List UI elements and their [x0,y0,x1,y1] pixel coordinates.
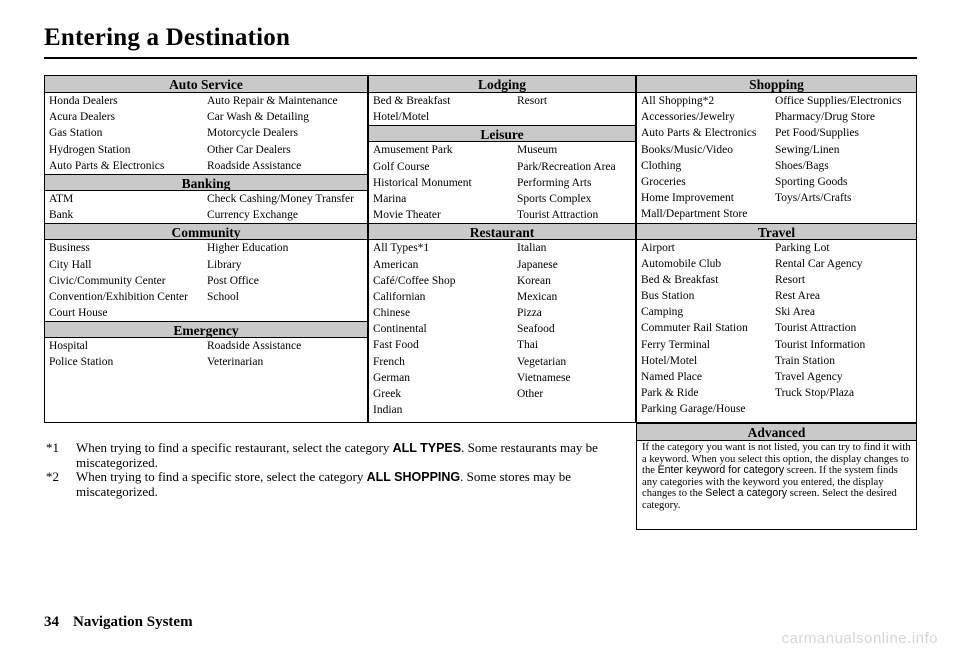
category-item: American [373,258,419,271]
category-row [45,240,367,256]
category-item: Parking Garage/House [641,403,746,416]
category-item: Rest Area [775,290,821,303]
category-row [637,369,916,385]
category-row [637,206,916,222]
category-item: Civic/Community Center [49,274,166,287]
category-item: Veterinarian [207,356,264,369]
page-footer [44,614,193,631]
category-row [637,304,916,320]
category-item: Roadside Assistance [207,340,302,353]
category-item: Hospital [49,340,88,353]
category-row [369,240,635,256]
category-item: Camping [641,306,684,319]
category-row [637,337,916,353]
section-header: Auto Service [45,76,367,93]
category-item: Automobile Club [641,257,722,270]
category-item: Park/Recreation Area [517,160,616,173]
category-item: Home Improvement [641,192,734,205]
section-header: Emergency [45,321,367,338]
category-column-1 [44,75,368,423]
category-item: Marina [373,192,407,205]
category-row [637,125,916,141]
category-item: Park & Ride [641,387,699,400]
category-item: Toys/Arts/Crafts [775,192,852,205]
advanced-text-1: If the category you want is not listed, you can try to find it with a keyword. When you select this option, the display changes to the [642,442,911,477]
section-header: Community [45,223,367,240]
category-item: Bank [49,209,74,222]
category-item: Train Station [775,354,835,367]
section-header: Shopping [637,76,916,93]
footer-title: Navigation System [73,614,193,630]
category-row [637,240,916,256]
category-item: Airport [641,241,675,254]
category-row [369,109,635,125]
advanced-text [637,441,916,512]
category-item: Rental Car Agency [775,257,863,270]
category-row [637,142,916,158]
category-item: Pet Food/Supplies [775,127,860,140]
category-row [45,289,367,305]
advanced-header: Advanced [637,424,916,441]
category-item: Performing Arts [517,176,592,189]
category-item: Court House [49,307,108,320]
category-item: Sports Complex [517,192,592,205]
category-row [369,386,635,402]
category-item: Higher Education [207,242,289,255]
category-item: Convention/Exhibition Center [49,290,188,303]
category-item: Mall/Department Store [641,208,748,221]
category-item: Currency Exchange [207,209,299,222]
category-item: Ski Area [775,306,815,319]
category-row [45,207,367,223]
category-item: Roadside Assistance [207,159,302,172]
footnote-text [76,441,631,470]
category-row [637,353,916,369]
category-item [775,206,916,222]
footnote-2 [46,470,631,499]
category-row [369,191,635,207]
category-item: Indian [373,404,403,417]
category-item: Greek [373,388,402,400]
category-item: Gas Station [49,127,103,140]
category-row [637,385,916,401]
category-item: Resort [517,95,548,107]
category-item: Movie Theater [373,209,441,222]
category-item: Sewing/Linen [775,143,840,156]
category-item: Sporting Goods [775,175,848,188]
category-row [637,158,916,174]
category-row [637,174,916,190]
category-item: Office Supplies/Electronics [775,95,902,107]
category-row [637,401,916,417]
category-item: Historical Monument [373,176,472,189]
category-item: Resort [775,273,806,286]
category-item: Business [49,242,90,255]
section-header: Restaurant [369,223,635,240]
category-item: Parking Lot [775,241,830,254]
category-item: Café/Coffee Shop [373,274,456,287]
category-item: Italian [517,242,547,255]
category-row [45,273,367,289]
category-item: School [207,290,239,303]
category-row [369,273,635,289]
category-row [369,305,635,321]
category-row [45,142,367,158]
category-item: Museum [517,144,558,157]
advanced-box [636,423,917,530]
category-item: Mexican [517,290,558,303]
category-item: Motorcycle Dealers [207,127,299,140]
category-row [45,305,367,321]
category-item: Check Cashing/Money Transfer [207,192,354,205]
category-item: Hydrogen Station [49,143,131,156]
category-row [637,320,916,336]
category-item: Fast Food [373,339,419,352]
category-row [637,190,916,206]
category-item: Books/Music/Video [641,143,733,156]
category-item: ATM [49,192,74,205]
section-header: Lodging [369,76,635,93]
category-item: Hotel/Motel [373,111,430,124]
category-row [637,256,916,272]
category-item [775,401,916,417]
section-header: Travel [637,223,916,240]
category-row [369,289,635,305]
category-item: Chinese [373,307,411,320]
category-row [369,207,635,223]
category-item [517,402,635,418]
category-row [369,337,635,353]
category-row [369,257,635,273]
category-column-3 [636,75,917,423]
category-item: Japanese [517,258,558,271]
category-item: Tourist Attraction [517,209,599,222]
category-item: All Shopping*2 [641,95,715,107]
category-row [45,257,367,273]
category-row [45,354,367,370]
category-row [45,191,367,207]
category-item: Truck Stop/Plaza [775,387,855,400]
category-row [369,321,635,337]
category-item: Accessories/Jewelry [641,111,735,124]
category-item: French [373,355,405,368]
category-row [369,402,635,418]
category-item: Bus Station [641,290,695,303]
category-item: Ferry Terminal [641,338,710,351]
category-row [637,272,916,288]
watermark: carmanualsonline.info [781,630,938,647]
category-row [369,93,635,109]
category-item: Honda Dealers [49,95,118,107]
footnote-text-post: . Some stores may be miscategorized. [76,469,571,499]
category-item: City Hall [49,258,92,271]
category-item: Other [517,388,544,400]
footnote-keyword: ALL SHOPPING [366,470,461,484]
category-row [45,125,367,141]
category-item: Named Place [641,371,702,383]
section-header: Leisure [369,125,635,142]
footnote-1 [46,441,631,470]
category-item: Pizza [517,307,542,320]
category-item: Bed & Breakfast [641,273,719,286]
category-item: Seafood [517,323,555,336]
page-number: 34 [44,614,59,630]
category-item: Tourist Information [775,338,866,351]
footnotes [46,441,631,499]
category-row [369,354,635,370]
category-item: Vietnamese [517,371,571,384]
category-item [517,109,635,125]
category-item: Amusement Park [373,144,453,157]
category-item: Clothing [641,159,682,172]
page-title: Entering a Destination [44,24,291,51]
category-item: Shoes/Bags [775,159,829,172]
category-row [637,93,916,109]
category-row [45,158,367,174]
category-item: All Types*1 [373,242,430,255]
select-screen-name: Select a category [705,487,788,500]
category-item: Tourist Attraction [775,322,857,335]
category-row [637,109,916,125]
category-item: Californian [373,290,426,303]
category-item: Bed & Breakfast [373,95,451,107]
category-item: Library [207,258,242,271]
advanced-text-3: screen. Select the desired category. [642,488,897,511]
footnote-mark: *1 [46,440,59,455]
advanced-text-2: screen. If the system finds any categories with the keyword you entered, the display changes to the [642,465,898,500]
keyword-screen-name: Enter keyword for category [657,464,785,477]
category-row [45,109,367,125]
category-item: Golf Course [373,160,430,173]
footnote-text [76,470,631,499]
footnote-text-pre: When trying to find a specific restaurant, select the category [76,440,393,455]
category-item: Acura Dealers [49,111,116,124]
category-item: Auto Parts & Electronics [49,159,165,172]
footnote-mark: *2 [46,469,59,484]
footnote-keyword: ALL TYPES [392,441,462,455]
category-item: Police Station [49,356,114,369]
footnote-text-post: . Some restaurants may be miscategorized. [76,440,598,470]
category-row [369,370,635,386]
category-item: Commuter Rail Station [641,322,748,335]
category-row [369,159,635,175]
category-item [207,305,367,321]
category-item: Continental [373,323,427,336]
category-item: Auto Repair & Maintenance [207,95,338,107]
category-row [637,288,916,304]
category-item: Vegetarian [517,355,567,368]
category-item: Hotel/Motel [641,354,698,367]
category-item: Korean [517,274,551,287]
category-item: German [373,371,411,384]
category-item: Travel Agency [775,371,843,383]
category-item: Car Wash & Detailing [207,111,310,124]
category-item: Auto Parts & Electronics [641,127,757,140]
category-row [45,338,367,354]
category-column-2 [368,75,636,423]
title-rule [44,57,917,59]
category-item: Thai [517,339,539,352]
footnote-text-pre: When trying to find a specific store, select the category [76,469,367,484]
category-item: Other Car Dealers [207,143,291,156]
category-item: Post Office [207,274,259,287]
category-row [45,93,367,109]
section-header: Banking [45,174,367,191]
category-row [369,142,635,158]
category-row [369,175,635,191]
category-item: Pharmacy/Drug Store [775,111,875,124]
category-item: Groceries [641,175,686,188]
